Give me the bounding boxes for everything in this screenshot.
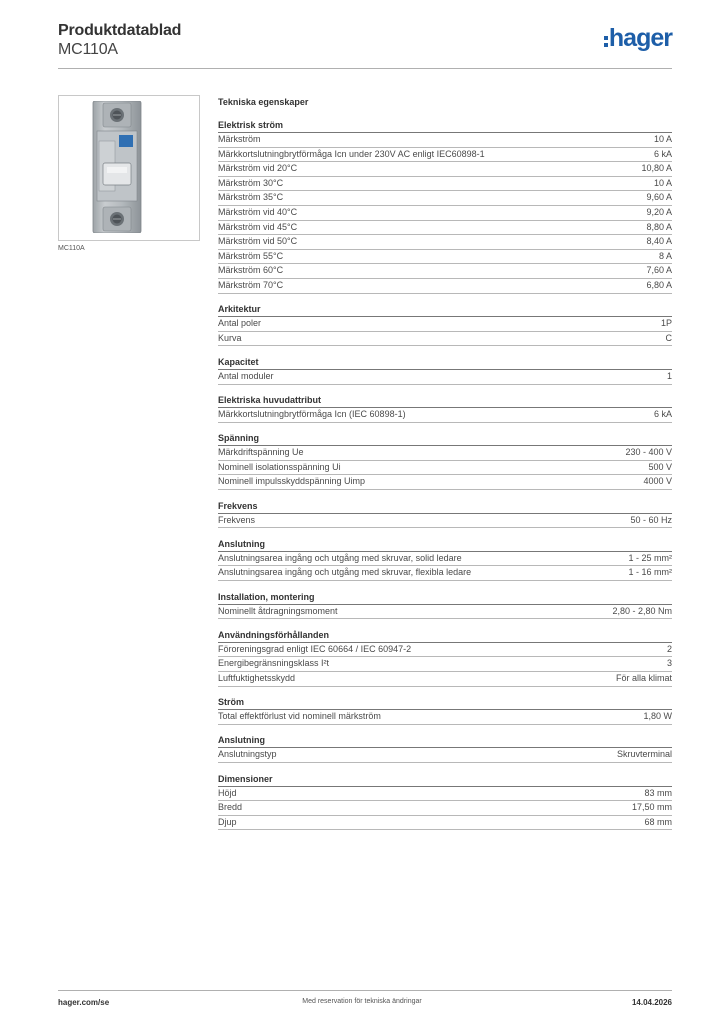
section-title: Frekvens — [218, 500, 672, 514]
hager-logo — [604, 26, 672, 51]
spec-row — [218, 748, 672, 763]
spec-value: 10 A — [653, 177, 672, 188]
spec-section — [218, 432, 672, 490]
section-title: Anslutning — [218, 734, 672, 748]
spec-label: Märkström vid 50°C — [218, 236, 298, 247]
spec-section — [218, 773, 672, 831]
spec-row — [218, 191, 672, 206]
spec-row — [218, 279, 672, 294]
spec-section — [218, 500, 672, 529]
spec-row — [218, 370, 672, 385]
section-title: Ström — [218, 696, 672, 710]
spec-section — [218, 119, 672, 294]
spec-row — [218, 801, 672, 816]
spec-value: 2 — [666, 643, 672, 654]
spec-label: Nominell impulsskyddspänning Uimp — [218, 476, 366, 487]
spec-value: 6 kA — [653, 409, 672, 420]
spec-value: 2,80 - 2,80 Nm — [612, 605, 672, 616]
spec-value: 8 A — [658, 250, 672, 261]
spec-section — [218, 303, 672, 346]
spec-row — [218, 710, 672, 725]
spec-section — [218, 591, 672, 620]
footer-date: 14.04.2026 — [631, 998, 672, 1007]
footer-disclaimer: Med reservation för tekniska ändringar — [302, 998, 422, 1005]
spec-label: Märkström vid 20°C — [218, 163, 298, 174]
spec-row — [218, 206, 672, 221]
product-caption: MC110A — [58, 245, 85, 252]
spec-value: 9,20 A — [646, 206, 672, 217]
spec-label: Märkström 55°C — [218, 250, 284, 261]
spec-value: 1P — [660, 318, 672, 329]
spec-value: 230 - 400 V — [625, 447, 672, 458]
spec-row — [218, 133, 672, 148]
spec-label: Märkdriftspänning Ue — [218, 447, 304, 458]
spec-row — [218, 408, 672, 423]
spec-row — [218, 148, 672, 163]
spec-section — [218, 734, 672, 763]
spec-row — [218, 162, 672, 177]
spec-value: 1 — [666, 370, 672, 381]
spec-value: För alla klimat — [615, 673, 672, 683]
spec-label: Anslutningstyp — [218, 749, 277, 760]
spec-value: 6 kA — [653, 148, 672, 159]
circuit-breaker-icon — [89, 101, 145, 233]
spec-row — [218, 566, 672, 581]
spec-value: 6,80 A — [646, 279, 672, 290]
spec-value: 500 V — [648, 461, 672, 472]
spec-sections — [218, 119, 672, 830]
spec-row — [218, 672, 672, 687]
spec-value: 68 mm — [644, 816, 672, 827]
section-title: Kapacitet — [218, 356, 672, 370]
logo-text: hager — [608, 24, 672, 52]
spec-label: Märkström — [218, 134, 261, 144]
spec-value: 8,80 A — [646, 221, 672, 232]
spec-label: Antal poler — [218, 318, 262, 329]
spec-section — [218, 629, 672, 687]
section-title: Spänning — [218, 432, 672, 446]
spec-label: Energibegränsningsklass I²t — [218, 658, 330, 669]
spec-value: C — [665, 332, 672, 343]
spec-value: Skruvterminal — [616, 749, 672, 760]
spec-section — [218, 356, 672, 385]
spec-label: Märkkortslutningbrytförmåga Icn under 230V AC enligt IEC60898-1 — [218, 148, 485, 159]
spec-row — [218, 264, 672, 279]
spec-table — [218, 96, 672, 840]
product-image-frame — [58, 95, 200, 241]
spec-section — [218, 538, 672, 581]
spec-row — [218, 552, 672, 567]
section-title: Elektrisk ström — [218, 119, 672, 133]
spec-label: Föroreningsgrad enligt IEC 60664 / IEC 60947-2 — [218, 643, 412, 654]
spec-label: Höjd — [218, 787, 237, 798]
section-title: Dimensioner — [218, 773, 672, 787]
spec-label: Anslutningsarea ingång och utgång med skruvar, flexibla ledare — [218, 567, 472, 578]
page-header — [58, 22, 672, 68]
section-title: Anslutning — [218, 538, 672, 552]
spec-label: Märkkortslutningbrytförmåga Icn (IEC 60898-1) — [218, 409, 406, 420]
spec-label: Kurva — [218, 332, 242, 343]
spec-label: Luftfuktighetsskydd — [218, 673, 296, 683]
spec-label: Märkström 35°C — [218, 192, 284, 203]
spec-row — [218, 787, 672, 802]
spec-label: Frekvens — [218, 514, 256, 525]
spec-row — [218, 475, 672, 490]
section-title: Elektriska huvudattribut — [218, 394, 672, 408]
spec-value: 1,80 W — [643, 711, 672, 722]
spec-label: Total effektförlust vid nominell märkström — [218, 711, 381, 722]
page-title: Produktdatablad — [58, 22, 182, 39]
section-title: Installation, montering — [218, 591, 672, 605]
spec-label: Antal moduler — [218, 370, 274, 381]
footer-divider — [58, 990, 672, 991]
spec-row — [218, 446, 672, 461]
spec-value: 10 A — [653, 134, 672, 144]
spec-label: Märkström vid 45°C — [218, 221, 298, 232]
spec-row — [218, 235, 672, 250]
spec-value: 9,60 A — [646, 192, 672, 203]
spec-row — [218, 332, 672, 347]
spec-value: 83 mm — [644, 787, 672, 798]
product-code: MC110A — [58, 41, 118, 58]
spec-value: 4000 V — [643, 476, 672, 487]
spec-label: Nominellt åtdragningsmoment — [218, 605, 338, 616]
spec-row — [218, 605, 672, 620]
spec-row — [218, 221, 672, 236]
spec-row — [218, 514, 672, 529]
spec-value: 8,40 A — [646, 236, 672, 247]
spec-label: Märkström 30°C — [218, 177, 284, 188]
spec-section — [218, 696, 672, 725]
footer-website: hager.com/se — [58, 998, 110, 1007]
spec-row — [218, 816, 672, 831]
spec-value: 50 - 60 Hz — [630, 514, 672, 525]
spec-value: 7,60 A — [646, 265, 672, 276]
spec-value: 1 - 25 mm² — [628, 552, 672, 563]
spec-value: 3 — [666, 658, 672, 669]
spec-section — [218, 394, 672, 423]
spec-label: Anslutningsarea ingång och utgång med skruvar, solid ledare — [218, 552, 462, 563]
spec-label: Märkström vid 40°C — [218, 206, 298, 217]
spec-row — [218, 461, 672, 476]
section-title: Arkitektur — [218, 303, 672, 317]
logo-colon-icon — [604, 36, 608, 47]
spec-row — [218, 657, 672, 672]
spec-row — [218, 643, 672, 658]
spec-label: Nominell isolationsspänning Ui — [218, 461, 341, 472]
spec-heading: Tekniska egenskaper — [218, 97, 309, 107]
section-title: Användningsförhållanden — [218, 629, 672, 643]
spec-label: Bredd — [218, 802, 243, 813]
spec-row — [218, 317, 672, 332]
spec-row — [218, 250, 672, 265]
spec-label: Märkström 60°C — [218, 265, 284, 276]
spec-value: 17,50 mm — [631, 802, 672, 813]
header-divider — [58, 68, 672, 69]
spec-label: Märkström 70°C — [218, 279, 284, 290]
spec-value: 10,80 A — [641, 163, 672, 174]
spec-label: Djup — [218, 816, 237, 827]
spec-row — [218, 177, 672, 192]
spec-value: 1 - 16 mm² — [628, 567, 672, 578]
